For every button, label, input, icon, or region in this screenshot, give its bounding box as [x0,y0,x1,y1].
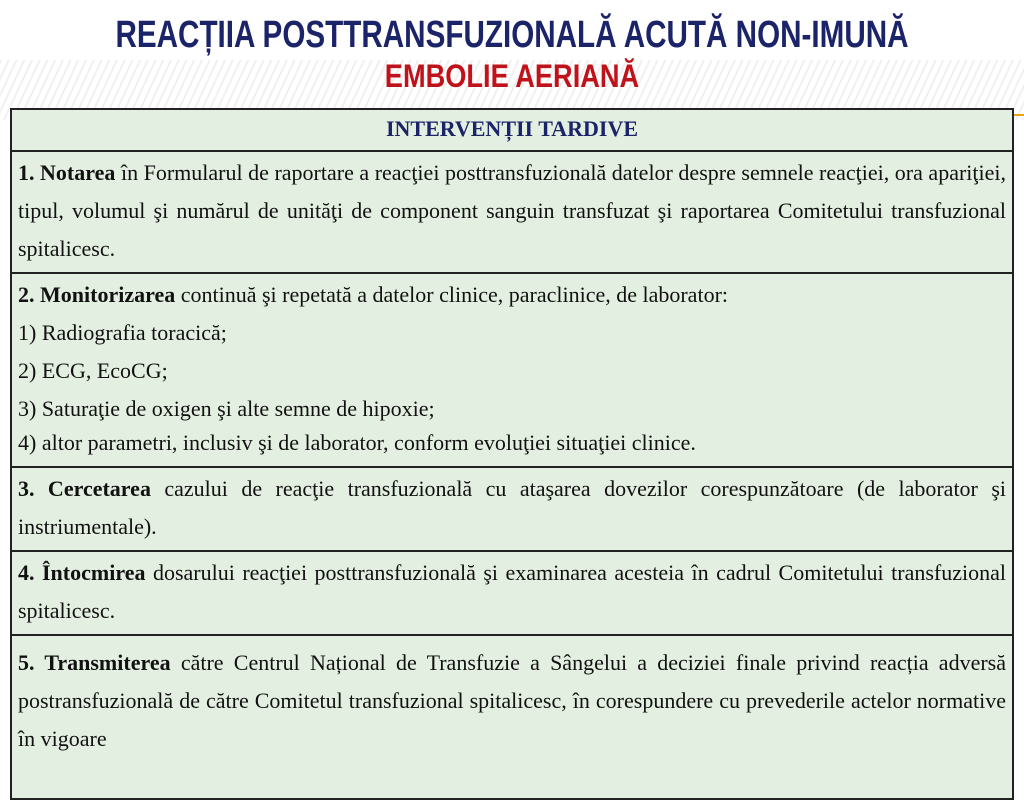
row-keyword: 3. Cercetarea [18,476,151,501]
row-keyword: 5. Transmiterea [18,650,171,675]
row-keyword: 4. Întocmirea [18,560,146,585]
list-item: 4) altor parametri, inclusiv şi de laborator, conform evoluţiei situaţiei clinice. [18,430,696,455]
table-row [11,467,1013,551]
table-row [11,273,1013,467]
accent-line [1014,114,1024,116]
row-keyword: 1. Notarea [18,160,116,185]
list-item: 2) ECG, EcoCG; [18,358,168,383]
table-row [11,635,1013,799]
table-row [11,151,1013,273]
row-keyword: 2. Monitorizarea [18,282,176,307]
row-text: cazului de reacţie transfuzională cu ataşarea dovezilor corespunzătoare (de laborator şi instriumentale). [18,476,1006,539]
interventions-table [10,108,1014,800]
list-item: 1) Radiografia toracică; [18,320,227,345]
row-text: continuă şi repetată a datelor clinice, paraclinice, de laborator: [175,282,729,307]
table-header: INTERVENȚII TARDIVE [11,109,1013,151]
row-text: către Centrul Național de Transfuzie a Sângelui a deciziei finale privind reacția adversă postransfuzională de către Comitetul transfuzional spitalicesc, în corespundere cu prevederile actelor normative în vigoare [18,650,1006,751]
row-text: în Formularul de raportare a reacţiei posttransfuzională datelor despre semnele reacţiei, ora apariţiei, tipul, volumul şi numărul de unităţi de component sanguin transfuzat şi raportarea Comitetului transfuzional spitalicesc. [18,160,1006,261]
table-row [11,551,1013,635]
row-text: dosarului reacţiei posttransfuzională şi examinarea acesteia în cadrul Comitetului transfuzional spitalicesc. [18,560,1007,623]
list-item: 3) Saturaţie de oxigen şi alte semne de hipoxie; [18,396,435,421]
slide-subtitle: EMBOLIE AERIANĂ [384,58,640,94]
slide-title: REACȚIIA POSTTRANSFUZIONALĂ ACUTĂ NON-IMUNĂ [115,14,909,56]
